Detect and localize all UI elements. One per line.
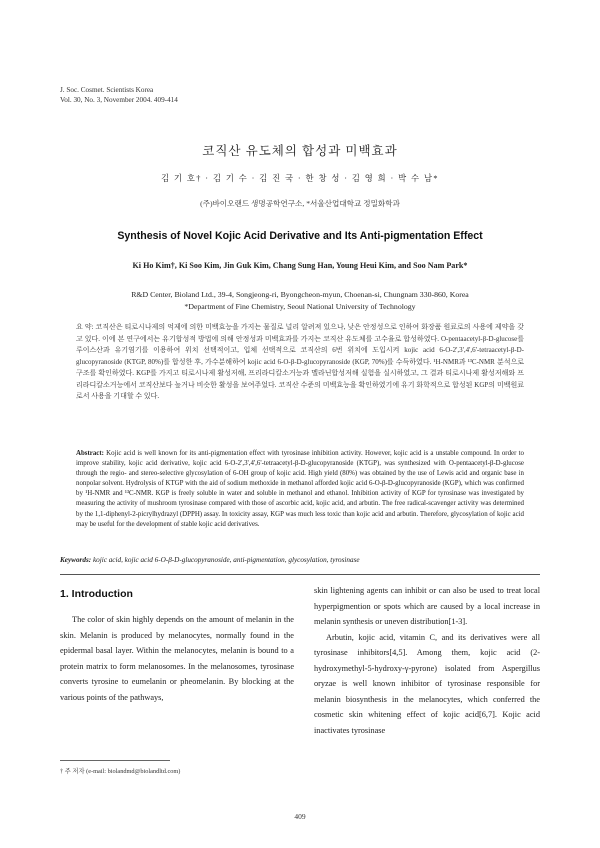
affiliation-english-1: R&D Center, Bioland Ltd., 39-4, Songjeong-ri, Byongcheon-myun, Choenan-si, Chungnam 330-860, Korea bbox=[131, 290, 469, 299]
intro-paragraph: The color of skin highly depends on the amount of melanin in the skin. Melanin is produced by melanocytes, normally found in the epidermal basal layer. Within the melanocytes, melanin is bound to a protein matrix to form melanosomes. In the melanosomes, tyrosinase converts tyrosine to eumelanin or pheomelanin. By blocking at the various points of the pathways, bbox=[60, 615, 294, 702]
abstract-english-text: Kojic acid is well known for its anti-pigmentation effect with tyrosinase inhibition activity. However, kojic acid is a unstable compound. In order to improve stability, kojic acid derivative, kojic acid 6-O-2',3',4',6'-tetraacetyl-β-D-glucopyranoside (KTGP), was synthesized with O-pentaacetyl-β-D-glucose through the regio- and stereo-selective glycosylation of 6-OH group of kojic acid. High yield (80%) was obtained by the use of Lewis acid and organic base in nonpolar solvent. Hydrolysis of KTGP with the aid of sodium methoxide in methanol afforded kojic acid 6-O-β-D-glucopyranoside (KGP), which was confirmed by ¹H-NMR and ¹³C-NMR. KGP is freely soluble in water and soluble in methanol and ethanol. Inhibition activity of KGP for tyrosinase was investigated by measuring the activity of mushroom tyrosinase compared with those of ascorbic acid, kojic acid, and arbutin. The free radical-scavenger activity was determined by the 1,1-diphenyl-2-picrylhydrazyl (DPPH) assay. In toxicity assay, KGP was much less toxic than kojic acid and arbutin. Therefore, glycosylation of kojic acid may be useful for the development of stable kojic acid derivatives. bbox=[76, 450, 524, 528]
intro-paragraph: Arbutin, kojic acid, vitamin C, and its derivatives were all tyrosinase inhibitors[4,5]. Among them, kojic acid (2-hydroxymethyl-5-hydroxy-γ-pyrone) isolated from Aspergillus oryzae is well known inhibitor of tyrosinase responsible for melanin biosynthesis in the melanocytes, which conferred the cosmetic skin whitening effect of kojic acid[6,7]. Kojic acid inactivates tyrosinase bbox=[314, 632, 540, 735]
abstract-korean: 요 약: 코직산은 티로시나제의 억제에 의한 미백효능을 가지는 물질로 널리 알려져 있으나, 낮은 안정성으로 인하여 화장품 원료로의 사용에 제약을 갖고 있다. 이에 본 연구에서는 유기합성적 방법에 의해 안정성과 미백효과를 가지는 코직산 유도체를 고수율로 합성하였다. O-pentaacetyl-β-D-glucose를 루이스산과 유기염기를 이용하여 위치 선택적이고, 입체 선택적으로 코직산의 6번 위치에 도입시켜 kojic acid 6-O-2',3',4',6'-tetraacetyl-β-D-glucopyranoside (KTGP, 80%)를 합성한 후, 가수분해하여 kojic acid 6-O-β-D-glucopyranoside (KGP, 70%)를 수득하였다. ¹H-NMR과 ¹³C-NMR 분석으로 구조를 확인하였다. KGP를 가지고 티로시나제 활성저해, 프리라디칼소거능과 멜라닌합성저해 실험을 실시하였고, 그 결과 티로시나제 활성저해와 프리라디칼소거능에서 코직산보다 높거나 비슷한 활성을 보여주었다. 코직산 수준의 미백효능을 확인하였기에 유기 화학적으로 합성된 KGP의 미백원료로서 사용을 기대할 수 있다. bbox=[76, 323, 524, 400]
footnote-divider bbox=[60, 760, 170, 761]
authors-english: Ki Ho Kim†, Ki Soo Kim, Jin Guk Kim, Chang Sung Han, Young Heui Kim, and Soo Nam Park* bbox=[132, 261, 468, 270]
page-number: 409 bbox=[294, 812, 306, 821]
section-divider bbox=[60, 574, 540, 575]
title-korean: 코직산 유도체의 합성과 미백효과 bbox=[202, 144, 398, 158]
footnote: † 주 저자 (e-mail: biolandmd@biolandltd.com) bbox=[60, 768, 181, 775]
intro-left-column bbox=[60, 612, 294, 705]
keywords-list: kojic acid, kojic acid 6-O-β-D-glucopyranoside, anti-pigmentation, glycosylation, tyrosinase bbox=[92, 556, 360, 564]
intro-paragraph: skin lightening agents can inhibit or can also be used to treat local hyperpigmention or spots which are caused by a local increase in melanin synthesis or uneven distribution[1-3]. bbox=[314, 586, 540, 626]
keywords-label: Keywords: bbox=[60, 556, 92, 564]
title-english: Synthesis of Novel Kojic Acid Derivative and Its Anti-pigmentation Effect bbox=[117, 230, 483, 242]
affiliation-english bbox=[0, 289, 600, 312]
authors-korean: 김 기 호† · 김 기 수 · 김 진 국 · 한 창 성 · 김 영 희 · 박 수 남* bbox=[161, 174, 439, 183]
affiliation-english-2: *Department of Fine Chemistry, Seoul National University of Technology bbox=[184, 301, 416, 311]
intro-right-column bbox=[314, 583, 540, 738]
journal-volume: Vol. 30, No. 3, November 2004. 409-414 bbox=[60, 95, 178, 104]
abstract-label: Abstract: bbox=[76, 450, 104, 457]
journal-name: J. Soc. Cosmet. Scientists Korea bbox=[60, 86, 154, 94]
affiliation-korean: (주)바이오랜드 생명공학연구소, *서울산업대학교 정밀화학과 bbox=[200, 199, 400, 208]
keywords bbox=[60, 556, 540, 564]
section-title: 1. Introduction bbox=[60, 588, 133, 600]
journal-header bbox=[60, 86, 178, 105]
abstract-english bbox=[76, 449, 524, 530]
